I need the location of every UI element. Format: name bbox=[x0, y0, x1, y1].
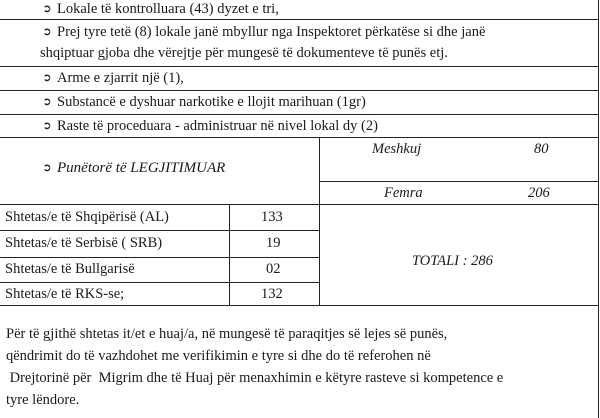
female-label: Femra bbox=[384, 185, 423, 201]
divider-gender-rows bbox=[319, 181, 598, 182]
list-row-5 bbox=[0, 115, 598, 138]
arrow-bullet-icon: ➲ bbox=[42, 119, 52, 132]
nationality-name: Shtetas/e të RKS-se; bbox=[5, 286, 125, 302]
arrow-bullet-icon: ➲ bbox=[42, 25, 52, 38]
nationality-name: Shtetas/e të Bullgarisë bbox=[5, 261, 135, 277]
divider-vertical-right bbox=[319, 138, 320, 305]
divider-nationality-count bbox=[229, 205, 230, 305]
list-item-text-continued: shqiptuar gjoba dhe vërejtje për mungesë të dokumenteve të punës etj. bbox=[40, 45, 448, 61]
list-row-2 bbox=[0, 20, 598, 67]
paragraph-line: Për të gjithë shtetas it/et e huaj/a, në mungesë të paraqitjes së lejes së punës, bbox=[6, 326, 448, 342]
table-bottom-border bbox=[0, 305, 598, 306]
note-paragraph bbox=[6, 323, 596, 411]
paragraph-line: Drejtorinë për Migrim dhe të Huaj për menaxhimin e këtyre rasteve si kompetence e bbox=[6, 370, 504, 386]
arrow-bullet-icon: ➲ bbox=[42, 71, 52, 84]
nationality-count: 02 bbox=[266, 261, 281, 277]
arrow-bullet-icon: ➲ bbox=[42, 95, 52, 108]
list-row-4 bbox=[0, 91, 598, 115]
list-item-text: Lokale të kontrolluara (43) dyzet e tri, bbox=[57, 1, 279, 17]
list-item-text: Raste të proceduara - administruar në nivel lokal dy (2) bbox=[57, 118, 378, 134]
arrow-bullet-icon: ➲ bbox=[42, 161, 52, 174]
list-row-3 bbox=[0, 67, 598, 91]
nationality-name: Shtetas/e të Shqipërisë (AL) bbox=[5, 209, 169, 225]
divider-section-bottom bbox=[0, 204, 598, 205]
male-label: Meshkuj bbox=[372, 141, 422, 157]
nationality-row-divider bbox=[0, 282, 320, 283]
paragraph-line: tyre lëndore. bbox=[6, 392, 80, 408]
total-count: TOTALI : 286 bbox=[412, 253, 493, 269]
nationality-count: 133 bbox=[261, 209, 283, 225]
nationality-row-divider bbox=[0, 257, 320, 258]
list-item-text: Arme e zjarrit një (1), bbox=[57, 70, 184, 86]
nationality-row-divider bbox=[0, 230, 320, 231]
nationality-name: Shtetas/e të Serbisë ( SRB) bbox=[5, 235, 163, 251]
female-value: 206 bbox=[528, 185, 550, 201]
list-row-1 bbox=[0, 0, 598, 20]
nationality-count: 132 bbox=[261, 286, 283, 302]
list-item-text: Substancë e dyshuar narkotike e llojit marihuan (1gr) bbox=[57, 94, 366, 110]
legit-workers-label: ➲ Punëtorë të LEGJITIMUAR bbox=[40, 160, 225, 177]
male-value: 80 bbox=[534, 141, 549, 157]
arrow-bullet-icon: ➲ bbox=[42, 2, 52, 15]
nationality-count: 19 bbox=[266, 235, 281, 251]
paragraph-line: qëndrimit do të vazhdohet me verifikimin e tyre si dhe do të referohen në bbox=[6, 348, 431, 364]
list-item-text: Prej tyre tetë (8) lokale janë mbyllur nga Inspektoret përkatëse si dhe janë bbox=[57, 24, 486, 40]
